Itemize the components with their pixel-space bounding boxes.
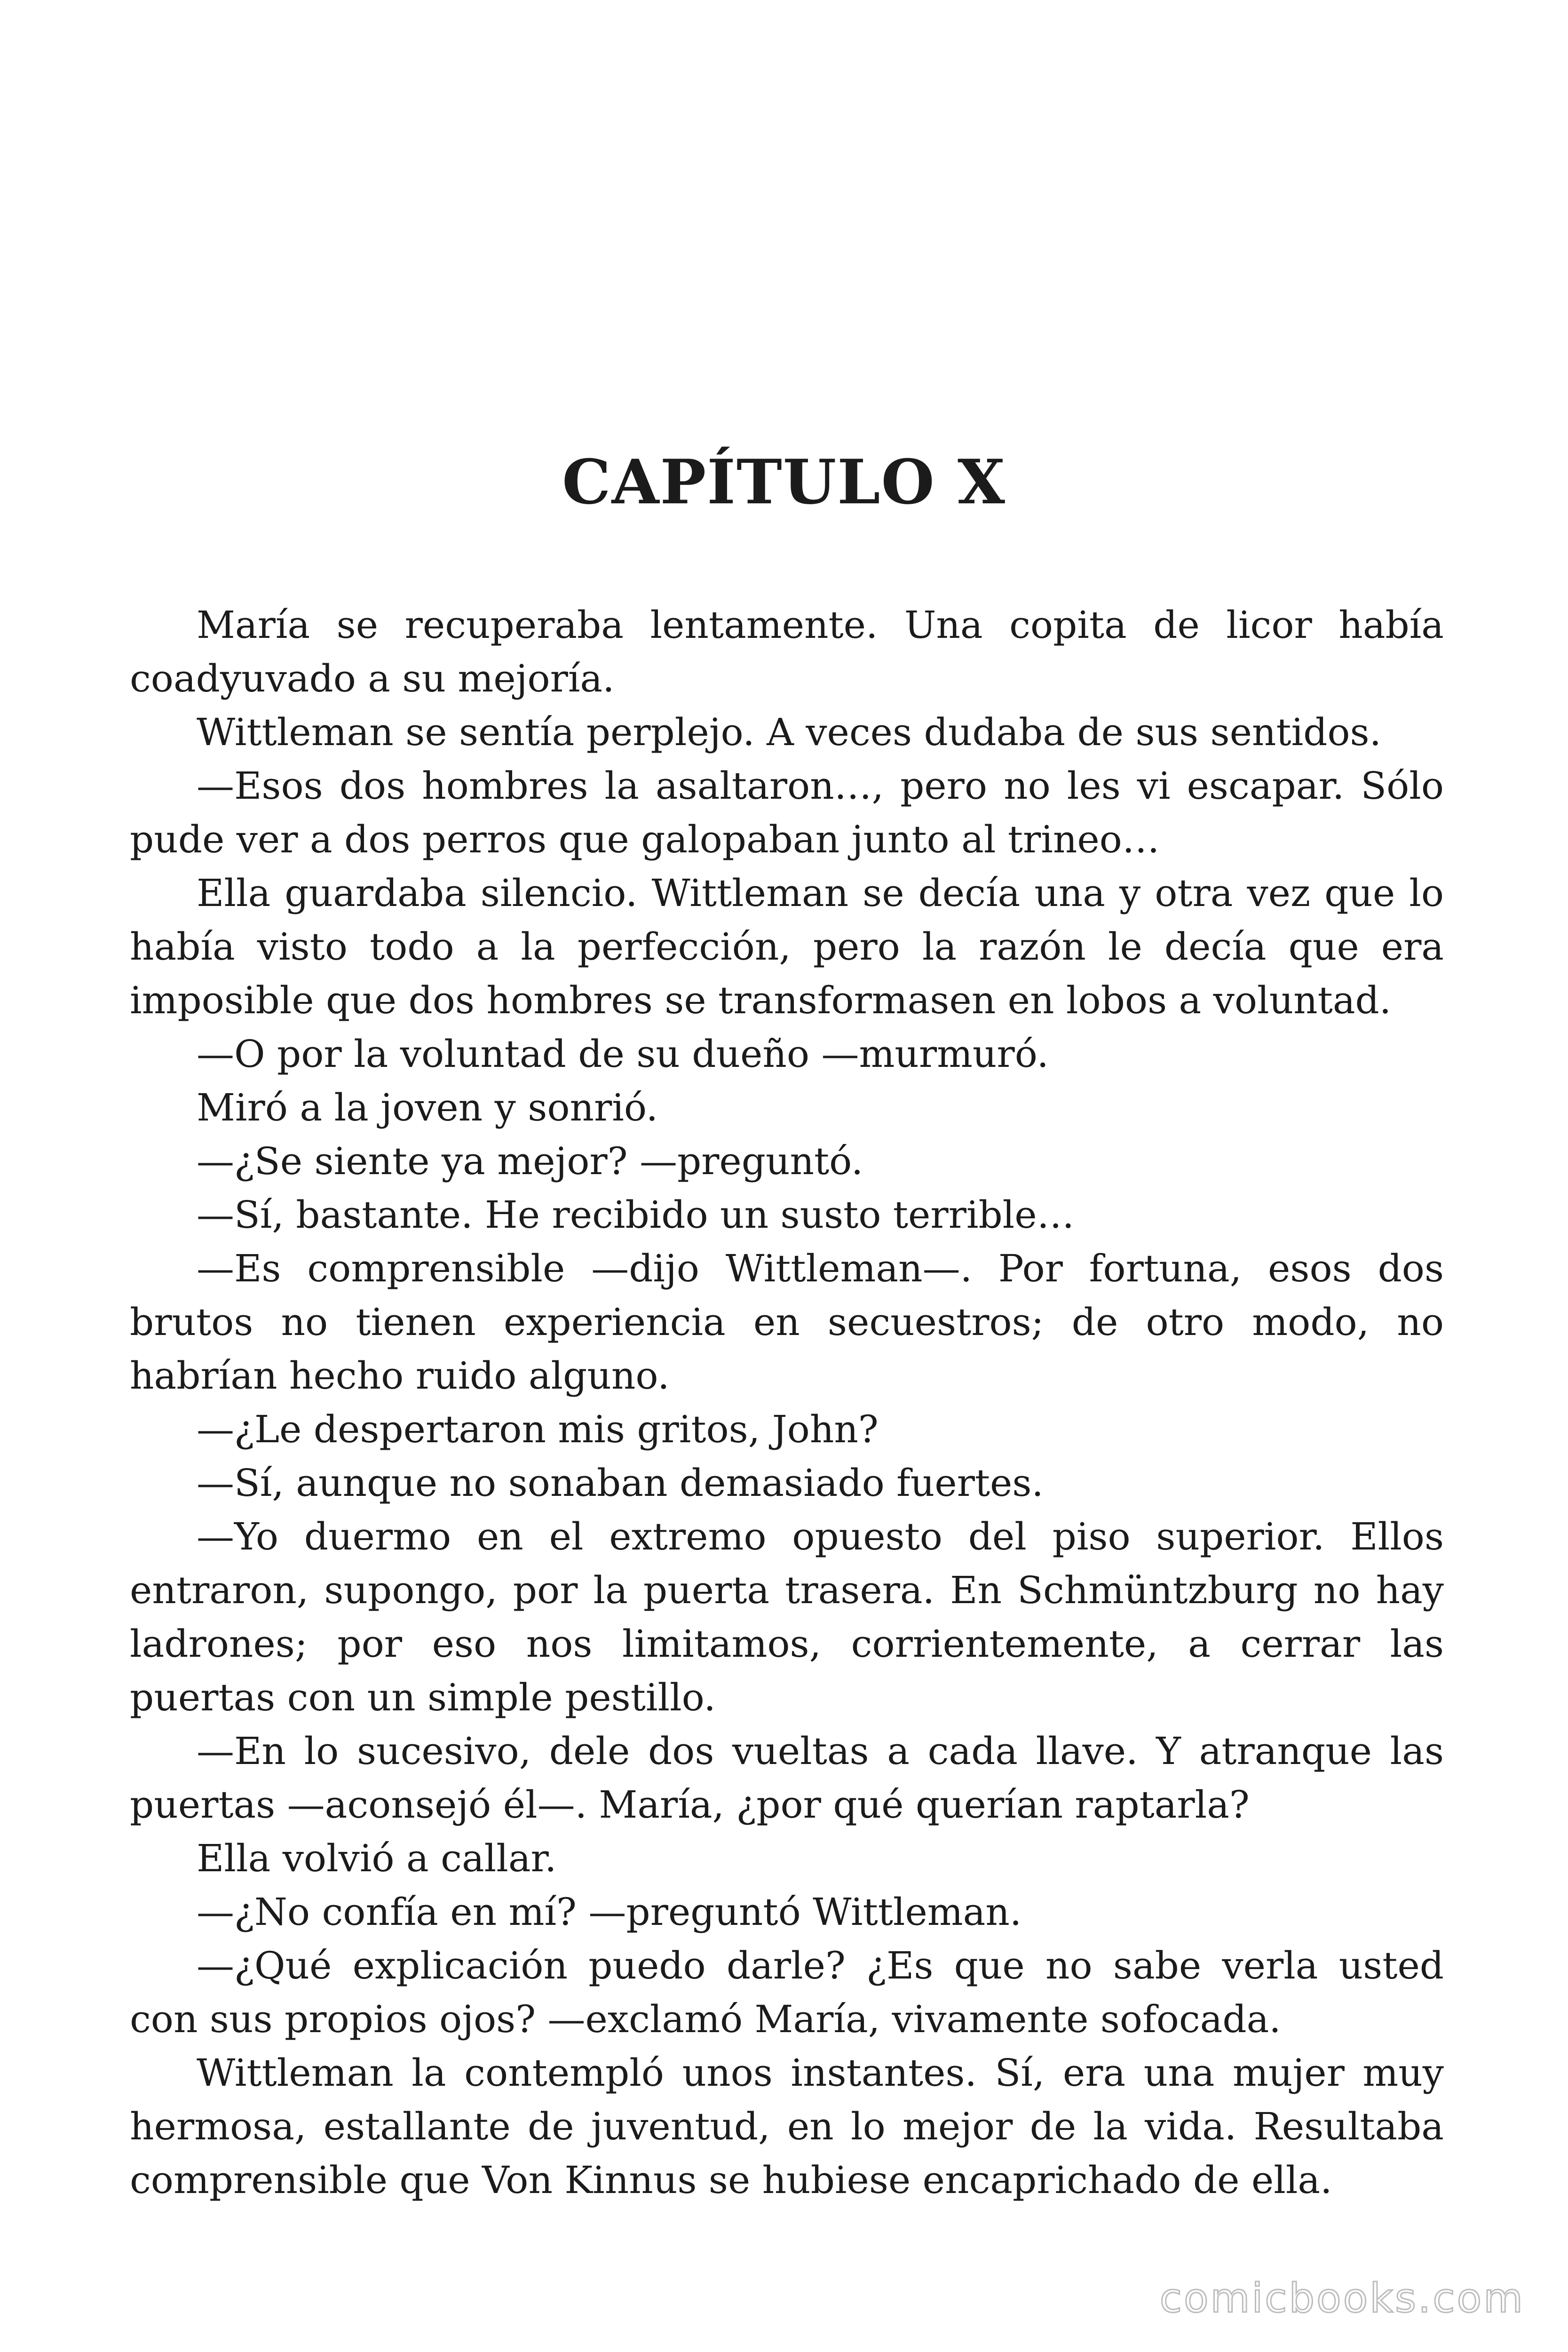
paragraph: Ella volvió a callar. xyxy=(197,1836,557,1880)
paragraph: —¿No confía en mí? —preguntó Wittleman. xyxy=(197,1890,1022,1934)
paragraph: Ella guardaba silencio. Wittleman se decía una y otra vez que lo había visto todo a la perfección, pero la razón le decía que era imposible que dos hombres se transformasen en lobos a voluntad. xyxy=(130,871,1444,1022)
paragraph: —O por la voluntad de su dueño —murmuró. xyxy=(197,1032,1049,1076)
paragraph: —Sí, bastante. He recibido un susto terrible… xyxy=(197,1193,1075,1237)
chapter-body xyxy=(130,598,1444,2207)
watermark: comicbooks.com xyxy=(1159,2275,1525,2322)
paragraph: —En lo sucesivo, dele dos vueltas a cada llave. Y atranque las puertas —aconsejó él—. María, ¿por qué querían raptarla? xyxy=(130,1729,1444,1827)
paragraph: Wittleman se sentía perplejo. A veces dudaba de sus sentidos. xyxy=(197,710,1382,754)
paragraph: —¿Le despertaron mis gritos, John? xyxy=(197,1407,879,1451)
paragraph: Wittleman la contempló unos instantes. Sí, era una mujer muy hermosa, estallante de juventud, en lo mejor de la vida. Resultaba comprensible que Von Kinnus se hubiese encaprichado de ella. xyxy=(130,2051,1444,2202)
paragraph: María se recuperaba lentamente. Una copita de licor había coadyuvado a su mejoría. xyxy=(130,603,1444,700)
paragraph: —Es comprensible —dijo Wittleman—. Por fortuna, esos dos brutos no tienen experiencia en secuestros; de otro modo, no habrían hecho ruido alguno. xyxy=(130,1247,1444,1398)
paragraph: —Yo duermo en el extremo opuesto del piso superior. Ellos entraron, supongo, por la puerta trasera. En Schmüntzburg no hay ladrones; por eso nos limitamos, corrientemente, a cerrar las puertas con un simple pestillo. xyxy=(130,1515,1444,1719)
paragraph: —¿Qué explicación puedo darle? ¿Es que no sabe verla usted con sus propios ojos? —exclamó María, vivamente sofocada. xyxy=(130,1944,1444,2041)
chapter-title: CAPÍTULO X xyxy=(562,446,1006,518)
paragraph: —¿Se siente ya mejor? —preguntó. xyxy=(197,1139,863,1183)
paragraph: —Esos dos hombres la asaltaron…, pero no les vi escapar. Sólo pude ver a dos perros que galopaban junto al trineo… xyxy=(130,764,1444,861)
paragraph: —Sí, aunque no sonaban demasiado fuertes. xyxy=(197,1461,1044,1505)
paragraph: Miró a la joven y sonrió. xyxy=(197,1086,658,1129)
